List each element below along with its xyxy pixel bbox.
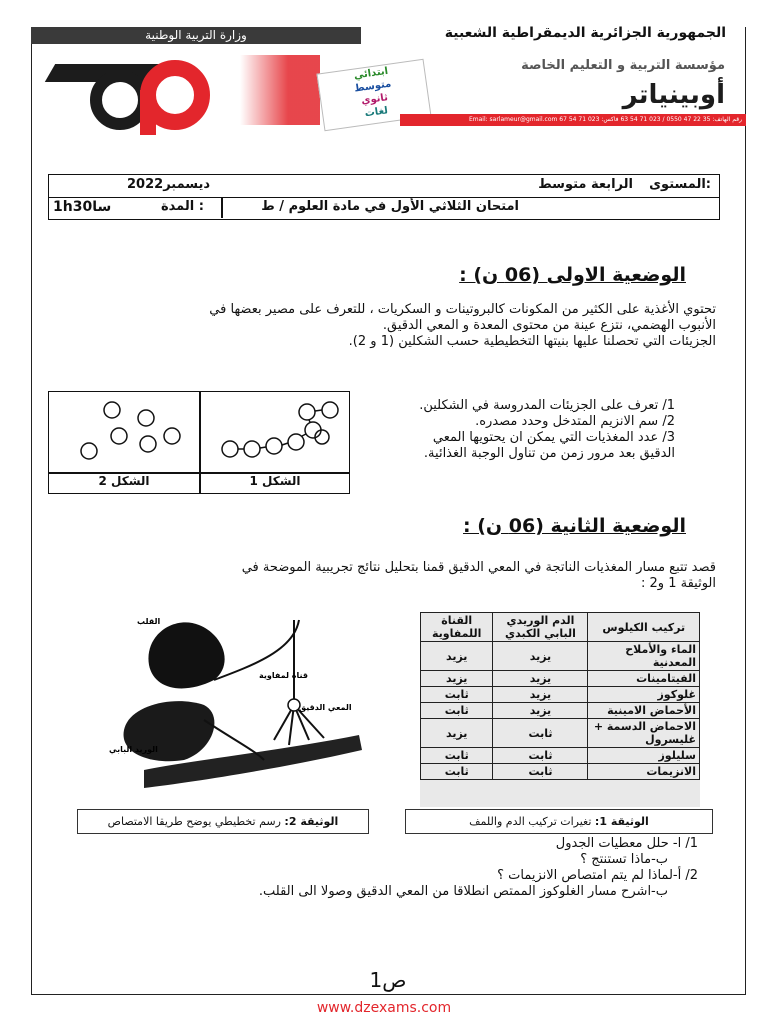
cell: يزيد xyxy=(421,719,493,748)
table-header-row xyxy=(421,613,700,642)
exam-title: امتحان الثلاثي الأول في مادة العلوم / ط xyxy=(261,199,519,214)
molecule-circle xyxy=(138,410,154,426)
republic-title: الجمهورية الجزائرية الديمقراطية الشعبية xyxy=(444,25,726,41)
label-heart: القلب xyxy=(137,617,161,626)
cell: الأحماض الامينية xyxy=(588,703,700,719)
cell: ثابت xyxy=(493,764,588,780)
table-row xyxy=(421,748,700,764)
cell: ثابت xyxy=(493,719,588,748)
cell: يزيد xyxy=(493,671,588,687)
school-name: مؤسسة التربية و التعليم الخاصة xyxy=(521,58,725,73)
caption-title: الوثيقة 2: xyxy=(284,815,339,828)
heart-shape xyxy=(148,622,224,688)
document2-caption xyxy=(77,809,369,834)
text-line: تحتوي الأغذية على الكثير من المكونات كالبروتينات و السكريات ، للتعرف على مصير بعضها في xyxy=(209,302,716,317)
col-header: الدم الوريدي البابي الكبدي xyxy=(493,613,588,642)
table-row xyxy=(421,687,700,703)
chain-circle xyxy=(244,441,260,457)
label-lymph: قناة لمفاوية xyxy=(259,671,308,680)
chain-circle xyxy=(222,441,238,457)
molecule-circle xyxy=(111,428,127,444)
cell: غلوكوز xyxy=(588,687,700,703)
footer-link[interactable]: www.dzexams.com xyxy=(316,1000,452,1016)
brand-name: أوبينياتر xyxy=(622,80,725,110)
text-line: الجزيئات التي تحصلنا عليها بنيتها التخطيطية حسب الشكلين (1 و 2). xyxy=(348,334,716,349)
logo-red-band xyxy=(240,55,320,125)
label-intestine: المعي الدقيق xyxy=(299,703,352,712)
table-divider xyxy=(221,197,223,218)
text-line: الأنبوب الهضمي، نتزع عينة من محتوى المعدة و المعي الدقيق. xyxy=(382,318,716,333)
caption-text: تغيرات تركيب الدم واللمف xyxy=(469,815,595,828)
cell: ثابت xyxy=(493,748,588,764)
caption-title: الوثيقة 1: xyxy=(594,815,649,828)
section2-title: الوضعية الثانية (06 ن) : xyxy=(463,515,686,537)
caption-text: رسم تخطيطي يوضح طريقا الامتصاص xyxy=(107,815,285,828)
table-row xyxy=(421,719,700,748)
sticky-line: ثانوي xyxy=(360,92,389,107)
sticky-line: متوسط xyxy=(353,78,392,95)
text-line: قصد تتبع مسار المغذيات الناتجة في المعي الدقيق قمنا بتحليل نتائج تجريبية الموضحة في xyxy=(241,560,716,575)
table-row xyxy=(421,764,700,780)
cell: يزيد xyxy=(421,642,493,671)
question-line: الدقيق بعد مرور زمن من تناول الوجبة الغذائية. xyxy=(423,446,675,461)
label-portal-vein: الوريد البابي xyxy=(109,745,158,754)
molecule-circle xyxy=(81,443,97,459)
figure1-caption: الشكل 1 xyxy=(249,474,301,488)
chyle-composition-table xyxy=(420,612,700,780)
table-row xyxy=(421,703,700,719)
section1-text xyxy=(46,302,716,350)
sticky-line: لغات xyxy=(364,105,389,120)
cell: الفيتامينات xyxy=(588,671,700,687)
chain-circle xyxy=(299,404,315,420)
cell: ثابت xyxy=(421,748,493,764)
cell: ثابت xyxy=(421,764,493,780)
question-line: ب-اشرح مسار الغلوكوز الممتص انطلاقا من المعي الدقيق وصولا الى القلب. xyxy=(258,884,668,899)
figure2-caption: الشكل 2 xyxy=(98,474,150,488)
cell: الانزيمات xyxy=(588,764,700,780)
molecule-circle xyxy=(164,428,180,444)
level-label: المستوى: xyxy=(649,177,711,192)
contact-bar: رقم الهاتف: 35 22 47 0550 / 023 71 54 63 فاكس: 023 71 54 67 Email: sarlameur@gmail.com xyxy=(400,114,746,126)
chain-circle xyxy=(288,434,304,450)
molecule-circle xyxy=(104,402,120,418)
section2-questions xyxy=(198,836,698,900)
sticky-line: ابتدائي xyxy=(353,65,389,82)
figures-box xyxy=(48,391,350,494)
document1-table xyxy=(420,612,700,807)
section1-questions xyxy=(355,398,675,462)
exam-info-table xyxy=(48,174,720,220)
duration-value: 1h30سا xyxy=(53,199,112,215)
table-row xyxy=(421,671,700,687)
chain-circle xyxy=(322,402,338,418)
cell: يزيد xyxy=(421,671,493,687)
molecule-circle xyxy=(140,436,156,452)
figure2-diagram xyxy=(49,392,199,472)
figure1-diagram xyxy=(200,392,350,472)
cell: الماء والأملاح المعدنية xyxy=(588,642,700,671)
section2-text xyxy=(46,560,716,592)
absorption-pathway-drawing xyxy=(104,610,368,800)
logo-p-stem xyxy=(140,90,156,135)
question-line: 1/ تعرف على الجزيئات المدروسة في الشكلين. xyxy=(419,398,675,413)
col-header: تركيب الكيلوس xyxy=(588,613,700,642)
table-row xyxy=(421,642,700,671)
page-number: ص1 xyxy=(369,968,407,992)
document1-caption xyxy=(405,809,713,834)
cell: يزيد xyxy=(493,687,588,703)
cell: سليلوز xyxy=(588,748,700,764)
col-header: القناة اللمفاوية xyxy=(421,613,493,642)
info-row-exam xyxy=(49,197,719,219)
ministry-banner: وزارة التربية الوطنية xyxy=(31,27,361,44)
question-line: ب-ماذا تستنتج ؟ xyxy=(580,852,668,867)
info-row-level xyxy=(49,175,719,198)
text-line: الوثيقة 1 و2 : xyxy=(640,576,716,591)
chain-circle xyxy=(305,422,321,438)
section1-title: الوضعية الاولى (06 ن) : xyxy=(459,264,686,286)
question-line: 2/ أ-لماذا لم يتم امتصاص الانزيمات ؟ xyxy=(497,868,698,883)
document2-diagram xyxy=(104,610,368,800)
cell: الاحماض الدسمة + غليسرول xyxy=(588,719,700,748)
chain-circle xyxy=(266,438,282,454)
question-line: 3/ عدد المغذيات التي يمكن ان يحتويها المعي xyxy=(432,430,675,445)
cell: ثابت xyxy=(421,703,493,719)
duration-label: المدة : xyxy=(161,199,204,214)
cell: يزيد xyxy=(493,703,588,719)
cell: ثابت xyxy=(421,687,493,703)
cell: يزيد xyxy=(493,642,588,671)
question-line: 2/ سم الانزيم المتدخل وحدد مصدره. xyxy=(475,414,675,429)
level-value: الرابعة متوسط xyxy=(538,177,633,192)
question-line: 1/ ا- حلل معطيات الجدول xyxy=(555,836,698,851)
portal-vein xyxy=(204,720,264,760)
exam-date: ديسمبر2022 xyxy=(127,177,211,192)
